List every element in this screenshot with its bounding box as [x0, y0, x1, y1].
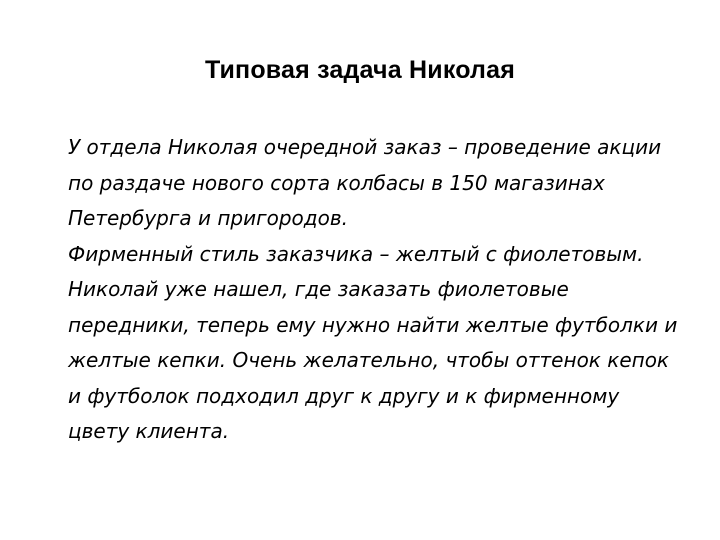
body-paragraph-branding: Фирменный стиль заказчика – желтый с фиолетовым. Николай уже нашел, где заказать фиолетовые передники, теперь ему нужно найти желтые футболки и желтые кепки. Очень желательно, чтобы оттенок кепок и футболок подходил друг к другу и к фирменному цвету клиента.: [68, 241, 678, 443]
body-paragraph-order: У отдела Николая очередной заказ – проведение акции по раздаче нового сорта колбасы в 150 магазинах Петербурга и пригородов.: [68, 135, 662, 230]
slide-title: Типовая задача Николая: [204, 56, 516, 84]
slide-body: [68, 130, 678, 450]
